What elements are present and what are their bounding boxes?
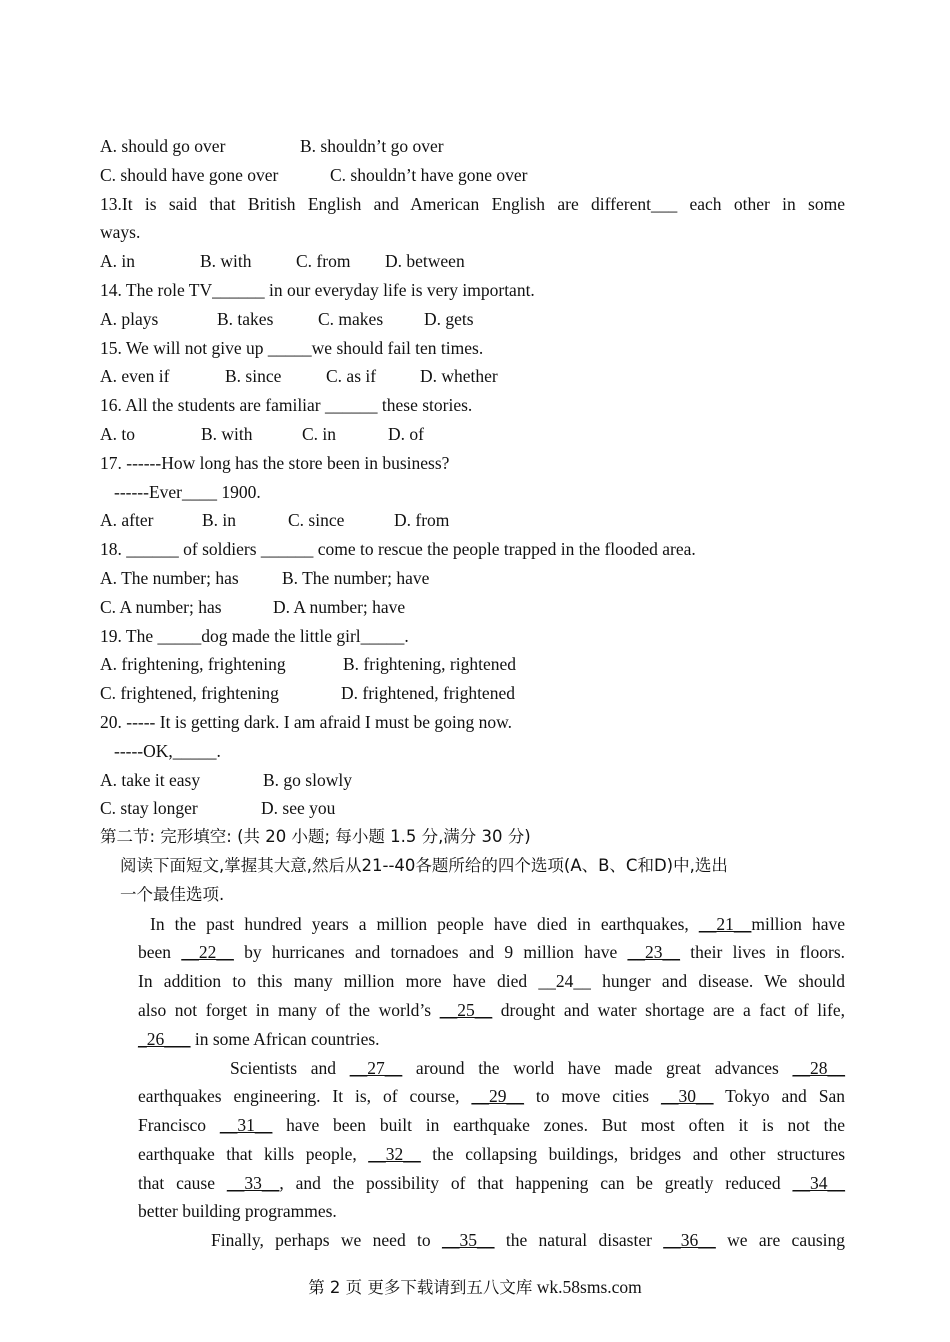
q13-option-c: C. from [296, 251, 351, 272]
blank-35: __35__ [441, 1230, 495, 1251]
passage-text: in some African countries. [194, 1028, 380, 1049]
q15-option-c: C. as if [326, 366, 377, 387]
passage-text: the collapsing buildings, bridges and other structures [432, 1143, 846, 1164]
q12-option-d: C. shouldn’t have gone over [330, 164, 528, 185]
q14-stem: 14. The role TV______ in our everyday life is very important. [100, 279, 535, 300]
passage-line: In addition to this many million more have died __24__ hunger and disease. We should [138, 971, 845, 992]
blank-26: _26___ [138, 1028, 191, 1049]
page-footer [0, 1273, 950, 1302]
passage-text: earthquake that kills people, [138, 1143, 357, 1164]
passage-text: In the past hundred years a million people have died in earthquakes, [150, 913, 689, 934]
q18-options-row-2 [100, 593, 845, 622]
q15-option-b: B. since [225, 366, 282, 387]
blank-27: __27__ [349, 1057, 403, 1078]
blank-30: __30__ [661, 1086, 714, 1107]
passage-text: their lives in floors. [690, 942, 845, 963]
passage-line [138, 1054, 845, 1083]
blank-23: __23__ [627, 942, 680, 963]
footer-page-label: 第 2 页 更多下载请到五八文库 [308, 1278, 533, 1297]
q19-options-row-2 [100, 679, 845, 708]
passage-text: to move cities [535, 1086, 650, 1107]
cloze-passage [100, 910, 845, 1256]
q19-option-a: A. frightening, frightening [100, 654, 286, 675]
q20-stem: 20. ----- It is getting dark. I am afraid I must be going now. [100, 711, 512, 732]
blank-21: __21__ [698, 913, 752, 934]
q16-option-a: A. to [100, 423, 135, 444]
q19-option-b: B. frightening, rightened [343, 654, 517, 675]
q13-option-b: B. with [200, 251, 252, 272]
q18-option-b: B. The number; have [282, 567, 430, 588]
q17-stem-reply: ------Ever____ 1900. [114, 481, 261, 502]
q18-option-c: C. A number; has [100, 596, 222, 617]
passage-text: Tokyo and San [725, 1086, 845, 1107]
blank-22: __22__ [181, 942, 234, 963]
blank-36: __36__ [663, 1230, 716, 1251]
q14-option-c: C. makes [318, 308, 384, 329]
q20-options-row-2 [100, 794, 845, 823]
q17-option-b: B. in [202, 510, 237, 531]
q16-options [100, 420, 845, 449]
section-instruction: 阅读下面短文,掌握其大意,然后从21--40各题所给的四个选项(A、B、C和D)中,选出 [120, 855, 728, 875]
q17-option-c: C. since [288, 510, 345, 531]
q18-option-d: D. A number; have [273, 596, 406, 617]
passage-text: have been built in earthquake zones. But most often it is not the [286, 1115, 846, 1136]
q13-stem-cont: ways. [100, 222, 141, 243]
q16-option-c: C. in [302, 423, 337, 444]
q16-option-d: D. of [388, 423, 424, 444]
q17-options [100, 506, 845, 535]
section-heading: 第二节: 完形填空: (共 20 小题; 每小题 1.5 分,满分 30 分) [100, 827, 531, 847]
q13-stem: 13.It is said that British English and American English are different___ each other in some [100, 193, 845, 214]
q19-stem: 19. The _____dog made the little girl_____. [100, 625, 409, 646]
passage-text: by hurricanes and tornadoes and 9 million have [244, 942, 618, 963]
passage-text: million have [751, 913, 845, 934]
q17-option-a: A. after [100, 510, 154, 531]
q16-option-b: B. with [201, 423, 253, 444]
q13-option-d: D. between [385, 251, 465, 272]
q13-options [100, 247, 845, 276]
q12-option-c: C. should have gone over [100, 164, 279, 185]
passage-text: , and the possibility of that happening can be greatly reduced [279, 1172, 781, 1193]
q12-options-row-1 [100, 132, 845, 161]
q17-stem: 17. ------How long has the store been in business? [100, 452, 450, 473]
q20-option-d: D. see you [261, 798, 336, 819]
passage-text: we are causing [727, 1230, 846, 1251]
passage-text: that cause [138, 1172, 215, 1193]
q20-options-row-1 [100, 766, 845, 795]
passage-text: Scientists and [230, 1057, 337, 1078]
blank-34: __34__ [792, 1172, 846, 1193]
q18-stem: 18. ______ of soldiers ______ come to rescue the people trapped in the flooded area. [100, 539, 696, 560]
q18-options-row-1 [100, 564, 845, 593]
passage-line [138, 1169, 845, 1198]
document-body [100, 132, 845, 1255]
q20-option-c: C. stay longer [100, 798, 198, 819]
q19-option-c: C. frightened, frightening [100, 683, 279, 704]
q13-option-a: A. in [100, 251, 135, 272]
q15-stem: 15. We will not give up _____we should fail ten times. [100, 337, 484, 358]
q20-option-a: A. take it easy [100, 769, 201, 790]
passage-line [138, 1082, 845, 1111]
q12-options-row-2 [100, 161, 845, 190]
q20-option-b: B. go slowly [263, 769, 352, 790]
passage-line [138, 1111, 845, 1140]
blank-31: __31__ [219, 1115, 273, 1136]
q14-option-b: B. takes [217, 308, 274, 329]
q14-options [100, 305, 845, 334]
passage-line [138, 910, 845, 939]
q16-stem: 16. All the students are familiar ______ these stories. [100, 395, 473, 416]
q17-option-d: D. from [394, 510, 450, 531]
blank-25: __25__ [439, 999, 493, 1020]
q19-options-row-1 [100, 650, 845, 679]
passage-line [138, 1025, 845, 1054]
blank-33: __33__ [226, 1172, 280, 1193]
passage-text: earthquakes engineering. It is, of course, [138, 1086, 460, 1107]
passage-line: better building programmes. [138, 1201, 337, 1222]
passage-text: the natural disaster [505, 1230, 652, 1251]
passage-text: been [138, 942, 172, 963]
passage-text: Francisco [138, 1115, 207, 1136]
passage-line [138, 996, 845, 1025]
q20-stem-reply: -----OK,_____. [114, 740, 221, 761]
q19-option-d: D. frightened, frightened [341, 683, 515, 704]
q18-option-a: A. The number; has [100, 567, 239, 588]
passage-text: also not forget in many of the world’s [138, 999, 432, 1020]
q15-options [100, 362, 845, 391]
blank-28: __28__ [792, 1057, 846, 1078]
q15-option-a: A. even if [100, 366, 170, 387]
passage-line [138, 1140, 845, 1169]
section-instruction-cont: 一个最佳选项. [120, 884, 225, 904]
footer-site-link[interactable]: wk.58sms.com [536, 1277, 642, 1297]
q14-option-a: A. plays [100, 308, 159, 329]
passage-text: Finally, perhaps we need to [211, 1230, 431, 1251]
q14-option-d: D. gets [424, 308, 474, 329]
passage-line [138, 938, 845, 967]
q15-option-d: D. whether [420, 366, 498, 387]
q12-option-a: A. should go over [100, 136, 226, 156]
passage-text: drought and water shortage are a fact of life, [500, 999, 846, 1020]
passage-line [138, 1226, 845, 1255]
passage-text: around the world have made great advances [415, 1057, 779, 1078]
blank-29: __29__ [471, 1086, 524, 1107]
blank-32: __32__ [368, 1143, 421, 1164]
q12-option-b: B. shouldn’t go over [300, 136, 444, 156]
